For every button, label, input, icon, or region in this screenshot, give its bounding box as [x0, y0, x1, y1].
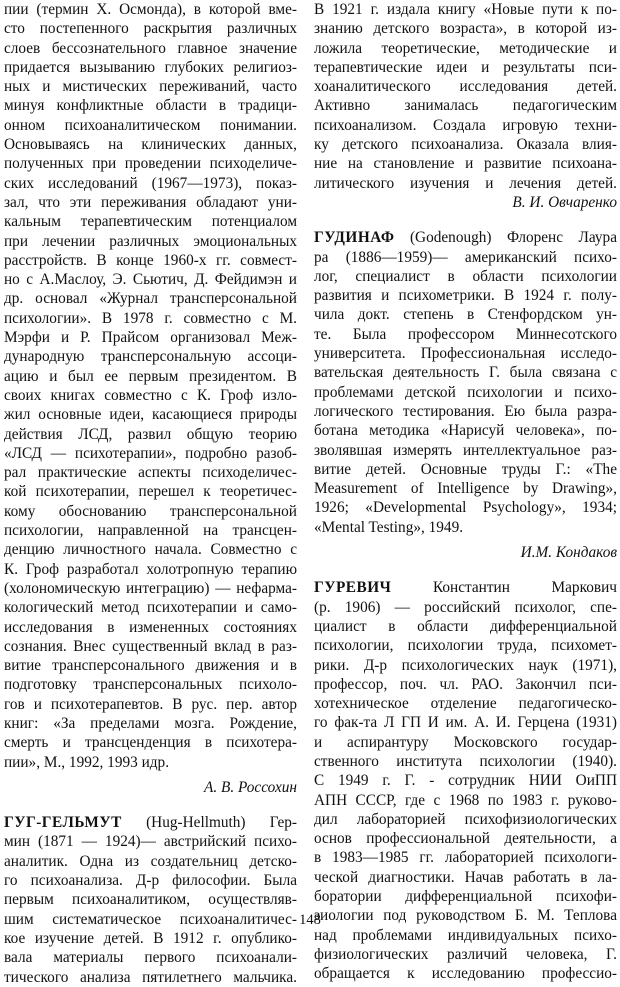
text-line: С 1949 г. Г. - сотрудник НИИ ОиПП [314, 772, 617, 790]
text-line: пии», М., 1992, 1993 идр. [4, 753, 170, 771]
author-signature: А. В. Россохин [204, 778, 297, 796]
text-line: Активно занималась педагогическим [314, 97, 617, 115]
entry-first-line-rest: (Hug-Hellmuth) Гер- [121, 814, 297, 832]
text-line: но с А.Маслоу, Э. Сьютич, Д. Фейдимэн и [4, 271, 297, 289]
text-line: сознания. Внес существенный вклад в раз- [4, 637, 297, 655]
text-line: и аспирантуру Московского государ- [314, 733, 617, 751]
text-line: Основываясь на клинических данных, [4, 136, 297, 154]
text-line: К. Гроф разработал холотропную терапию [4, 560, 297, 578]
text-line: действия ЛСД, развил общую теорию [4, 425, 297, 443]
text-line: жил основные идеи, касающиеся природы [4, 406, 297, 424]
text-line: гов и психотерапевтов. В рус. пер. автор [4, 695, 297, 713]
text-line: литического изучения и лечения детей. [314, 174, 617, 192]
text-line: онном психоаналитическом понимании. [4, 116, 297, 134]
text-line: чила докт. степень в Стенфордском ун- [314, 306, 617, 324]
text-line: основ профессиональной деятельности, а [314, 830, 617, 848]
text-line: хотехническое отделение педагогическо- [314, 695, 617, 713]
text-line: подготовку трансперсональных психоло- [4, 676, 297, 694]
text-line: АПН СССР, где с 1968 по 1983 г. руково- [314, 791, 617, 809]
text-line: расстройств. В конце 1960-х гг. совмест- [4, 251, 297, 269]
text-line: ра (1886—1959)— американский психо- [314, 248, 617, 266]
text-line: слоев бессознательного главное значение [4, 39, 297, 57]
text-line: придается вызыванию глубоких религиоз- [4, 58, 297, 76]
text-line: тического анализа пятилетнего мальчика. [4, 968, 297, 986]
text-line: исследования в измененных состояниях [4, 618, 297, 636]
text-line: лог, специалист в области психологии [314, 267, 617, 285]
text-line: (холономическую интеграцию) — нефарма- [4, 579, 297, 597]
text-line: ние на становление и развитие психоана- [314, 155, 617, 173]
entry-headword: ГУДИНАФ [314, 229, 395, 247]
text-line: кому обоснованию трансперсональной [4, 502, 297, 520]
text-line: ственного института психологии (1940). [314, 752, 617, 770]
text-line: ложила теоретические, методические и [314, 39, 617, 57]
text-line: книг: «За пределами мозга. Рождение, [4, 714, 297, 732]
text-line: полученных при проведении психоделиче- [4, 155, 297, 173]
text-line: кой психотерапии, перешел к теоретичес- [4, 483, 297, 501]
text-line: ных и мистических переживаний, часто [4, 78, 297, 96]
text-line: (р. 1906) — российский психолог, спе- [314, 598, 617, 616]
text-line: те. Была профессором Миннесотского [314, 325, 617, 343]
author-signature: И.М. Кондаков [520, 544, 617, 562]
text-line: «Mental Testing», 1949. [314, 518, 464, 536]
left-column [4, 0, 297, 987]
author-signature: В. И. Овчаренко [512, 193, 617, 211]
text-line: др. основал «Журнал трансперсональной [4, 290, 297, 308]
text-line: шим систематическое психоаналитичес- [4, 910, 297, 928]
text-line: психологии, направленной на трансцен- [4, 522, 297, 540]
right-continuation-text [314, 0, 617, 193]
text-line: зволявшая измерять интеллектуальное раз- [314, 441, 617, 459]
text-line: хоаналитического исследования детей. [314, 78, 617, 96]
spacer [314, 212, 617, 228]
text-line: знанию детского возраста», в которой из- [314, 20, 617, 38]
text-line: боратории дифференциальной психофи- [314, 888, 617, 906]
text-line: кологический метод психотерапии и само- [4, 599, 297, 617]
entry-headword: ГУГ-ГЕЛЬМУТ [4, 814, 122, 832]
text-line: над проблемами индивидуальных психо- [314, 926, 617, 944]
text-line: психоанализом. Создала игровую техни- [314, 116, 617, 134]
text-line: пии (термин Х. Осмонда), в которой вме- [4, 1, 297, 18]
text-line: психологии». В 1978 г. совместно с М. [4, 309, 297, 327]
entry-first-line-rest: Константин Маркович [391, 579, 617, 597]
text-line: кое изучение детей. В 1912 г. опублико- [4, 929, 297, 947]
left-continuation-text [4, 0, 297, 772]
text-line: ских исследований (1967—1973), показ- [4, 174, 297, 192]
spacer [4, 797, 297, 813]
text-line: В 1921 г. издала книгу «Новые пути к по- [314, 1, 617, 18]
text-line: рал практические аспекты психоделичес- [4, 464, 297, 482]
text-line: ботана методика «Нарисуй человека», по- [314, 422, 617, 440]
page-number: 148 [299, 912, 321, 928]
text-line: развития и психометрики. В 1924 г. полу- [314, 287, 617, 305]
text-line: го психоанализа. Д-р философии. Была [4, 872, 297, 890]
entry-first-line [314, 228, 617, 247]
text-line: терапевтические идеи и результаты пси- [314, 58, 617, 76]
text-line: «ЛСД — психотерапии», подробно разоб- [4, 444, 297, 462]
text-line: сто постепенного раскрытия различных [4, 20, 297, 38]
text-line: рики. Д-р психологических наук (1971), [314, 656, 617, 674]
text-line: ацию и был ее первым президентом. В [4, 367, 297, 385]
entry-first-line [314, 578, 617, 597]
text-line: при лечении различных эмоциональных [4, 232, 297, 250]
text-line: вательская деятельность Г. была связана с [314, 364, 617, 382]
text-line: витие трансперсонального движения и в [4, 657, 297, 675]
entry-headword: ГУРЕВИЧ [314, 579, 392, 597]
entry-gug-gelmut [4, 813, 297, 987]
text-line: первым психоаналитиком, осуществляв- [4, 891, 297, 909]
right-column [314, 0, 617, 984]
text-line: физиологических различий человека, Г. [314, 945, 617, 963]
text-line: профессор, поч. чл. РАО. Закончил пси- [314, 675, 617, 693]
text-line: проблемами детской психологии и психо- [314, 383, 617, 401]
text-line: витие детей. Основные труды Г.: «The [314, 460, 617, 478]
text-line: 1926; «Developmental Psychology», 1934; [314, 499, 617, 517]
text-line: циалист в области дифференциальной [314, 617, 617, 635]
text-line: дил лабораторией психофизиологических [314, 810, 617, 828]
text-line: зал, что эти переживания обладают уни- [4, 193, 297, 211]
text-line: Measurement of Intelligence by Drawing», [314, 480, 617, 498]
text-line: Мэрфи и Р. Прайсом организовал Меж- [4, 329, 297, 347]
text-line: мин (1871 — 1924)— австрийский психо- [4, 833, 297, 851]
text-line: кальным терапевтическим потенциалом [4, 213, 297, 231]
text-line: минуя конфликтные области в традици- [4, 97, 297, 115]
text-line: своих книгах совместно с К. Гроф изло- [4, 386, 297, 404]
text-line: университета. Профессиональная исследо- [314, 345, 617, 363]
text-line: дународную трансперсональную ассоци- [4, 348, 297, 366]
spacer [314, 562, 617, 578]
entry-gudinaf [314, 228, 617, 562]
text-line: вала материалы первого психоанали- [4, 949, 297, 967]
text-line: го фак-та Л ГП И им. А. И. Герцена (1931) [314, 714, 617, 732]
text-line: аналитик. Одна из создательниц детско- [4, 852, 297, 870]
text-line: смерть и трансценденция в психотера- [4, 734, 297, 752]
entry-first-line [4, 813, 297, 832]
text-line: обращается к исследованию профессио- [314, 965, 617, 983]
text-line: денцию личностного начала. Совместно с [4, 541, 297, 559]
entry-first-line-rest: (Godenough) Флоренс Лаура [394, 229, 617, 247]
text-line: ческой диагностики. Начав работать в ла- [314, 868, 617, 886]
text-line: зиологии под руководством Б. М. Теплова [314, 907, 617, 925]
text-line: в 1983—1985 гг. лабораторией психологи- [314, 849, 617, 867]
text-line: логического тестирования. Ею была разра- [314, 402, 617, 420]
text-line: психологии, психологии труда, психомет- [314, 637, 617, 655]
text-line: ку детского психоанализа. Оказала влия- [314, 136, 617, 154]
